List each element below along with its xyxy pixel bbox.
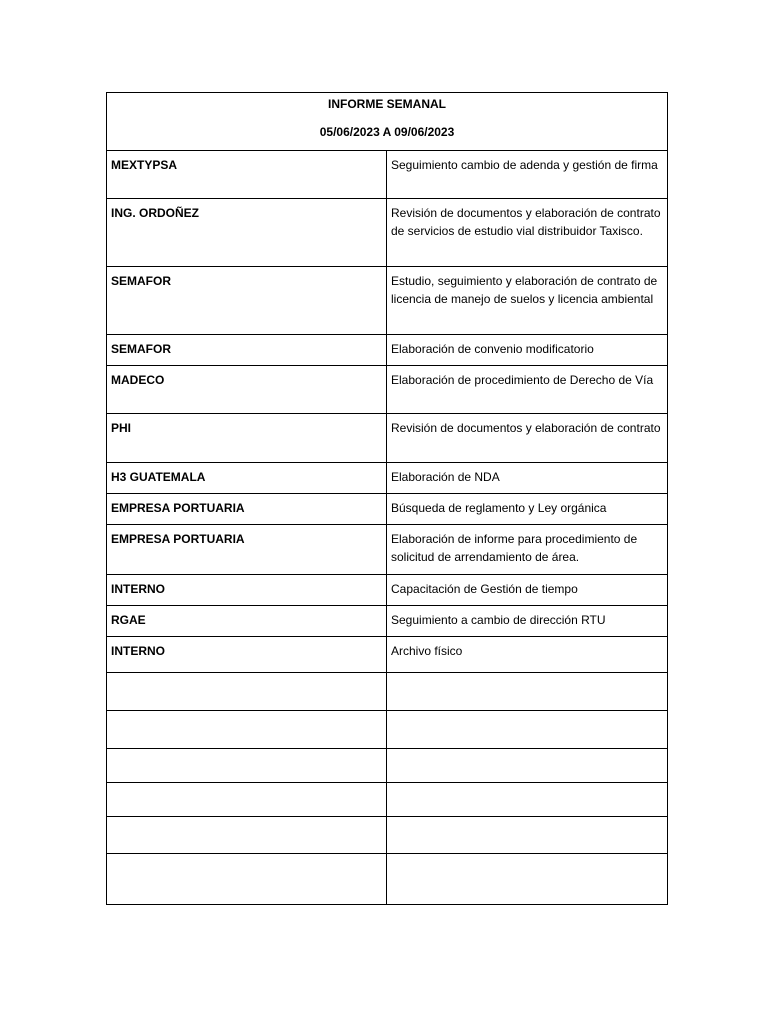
empty-cell — [387, 783, 668, 817]
client-cell: MEXTYPSA — [107, 151, 387, 199]
client-cell: SEMAFOR — [107, 267, 387, 335]
client-cell: PHI — [107, 414, 387, 463]
client-cell: SEMAFOR — [107, 335, 387, 366]
empty-cell — [107, 783, 387, 817]
empty-row — [107, 749, 668, 783]
empty-row — [107, 854, 668, 905]
activity-cell: Seguimiento a cambio de dirección RTU — [387, 606, 668, 637]
activity-cell: Elaboración de convenio modificatorio — [387, 335, 668, 366]
table-row — [107, 637, 668, 673]
report-date-range: 05/06/2023 A 09/06/2023 — [319, 125, 455, 139]
activity-cell: Elaboración de NDA — [387, 463, 668, 494]
empty-row — [107, 783, 668, 817]
activity-cell: Elaboración de procedimiento de Derecho de Vía — [387, 366, 668, 414]
table-row — [107, 335, 668, 366]
weekly-report-table — [106, 92, 668, 905]
client-cell: INTERNO — [107, 637, 387, 673]
empty-row — [107, 673, 668, 711]
table-row — [107, 525, 668, 575]
empty-cell — [107, 673, 387, 711]
empty-cell — [387, 817, 668, 854]
table-row — [107, 463, 668, 494]
activity-cell: Archivo físico — [387, 637, 668, 673]
table-row — [107, 366, 668, 414]
activity-cell: Capacitación de Gestión de tiempo — [387, 575, 668, 606]
empty-row — [107, 711, 668, 749]
client-cell: ING. ORDOÑEZ — [107, 199, 387, 267]
table-row — [107, 494, 668, 525]
table-row — [107, 151, 668, 199]
activity-cell: Revisión de documentos y elaboración de contrato — [387, 414, 668, 463]
activity-cell: Búsqueda de reglamento y Ley orgánica — [387, 494, 668, 525]
report-header — [107, 93, 668, 151]
empty-cell — [387, 711, 668, 749]
client-cell: H3 GUATEMALA — [107, 463, 387, 494]
table-row — [107, 606, 668, 637]
table-row — [107, 575, 668, 606]
client-cell: MADECO — [107, 366, 387, 414]
empty-cell — [107, 854, 387, 905]
client-cell: RGAE — [107, 606, 387, 637]
client-cell: EMPRESA PORTUARIA — [107, 494, 387, 525]
activity-cell: Revisión de documentos y elaboración de contrato de servicios de estudio vial distribuidor Taxisco. — [387, 199, 668, 267]
empty-cell — [107, 749, 387, 783]
activity-cell: Estudio, seguimiento y elaboración de contrato de licencia de manejo de suelos y licencia ambiental — [387, 267, 668, 335]
table-row — [107, 414, 668, 463]
empty-cell — [107, 711, 387, 749]
empty-row — [107, 817, 668, 854]
client-cell: INTERNO — [107, 575, 387, 606]
table-row — [107, 267, 668, 335]
client-cell: EMPRESA PORTUARIA — [107, 525, 387, 575]
activity-cell: Elaboración de informe para procedimiento de solicitud de arrendamiento de área. — [387, 525, 668, 575]
activity-cell: Seguimiento cambio de adenda y gestión de firma — [387, 151, 668, 199]
table-row — [107, 199, 668, 267]
header-row — [107, 93, 668, 151]
empty-cell — [387, 854, 668, 905]
empty-cell — [387, 673, 668, 711]
report-title: INFORME SEMANAL — [328, 97, 446, 111]
empty-cell — [107, 817, 387, 854]
empty-cell — [387, 749, 668, 783]
